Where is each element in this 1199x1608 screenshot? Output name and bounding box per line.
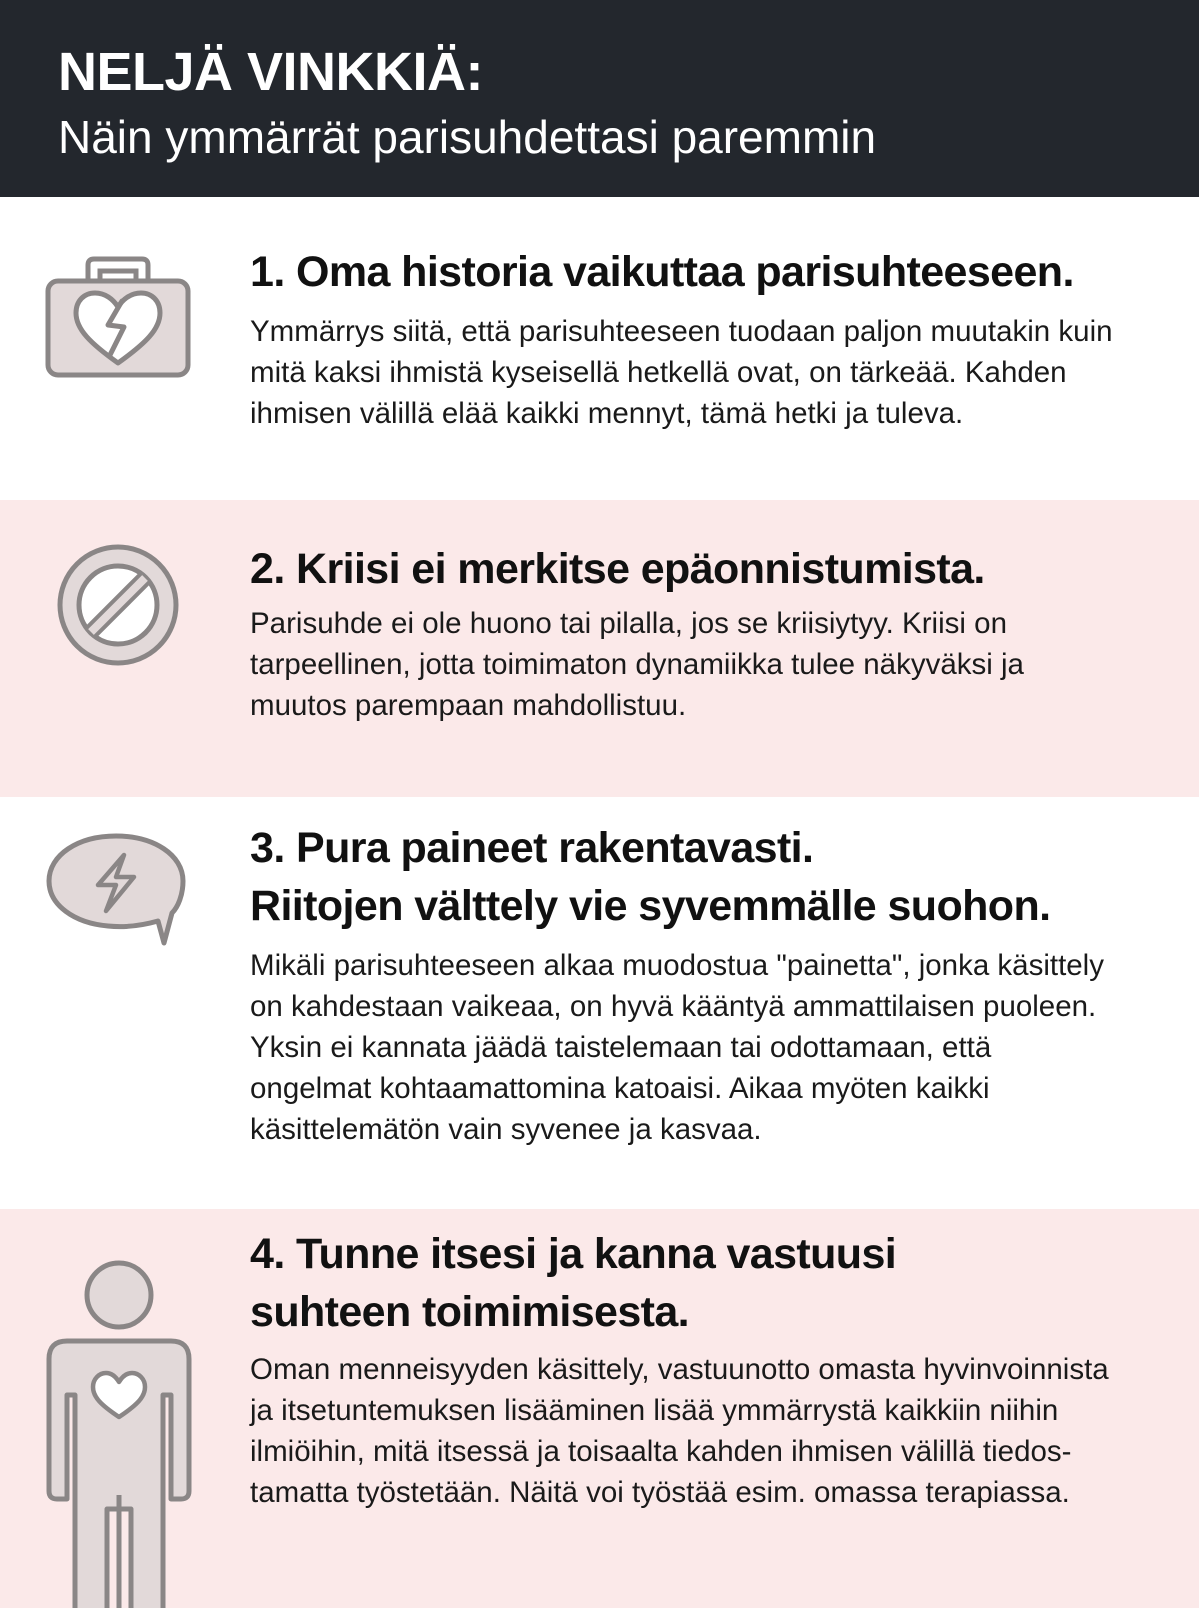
tip-4-body <box>250 1349 1170 1513</box>
tip-1-heading <box>250 243 1074 301</box>
tip-4-body-line: tamatta työstetään. Näitä voi työstää esim. omassa terapiassa. <box>250 1476 1070 1509</box>
tip-4-body-line: ja itsetuntemuksen lisääminen lisää ymmärrystä kaikkiin niihin <box>250 1394 1059 1427</box>
speech-bubble-lightning-icon <box>44 831 188 949</box>
tip-3-body <box>250 945 1170 1150</box>
prohibited-icon <box>55 542 181 668</box>
tip-4-heading-line: suhteen toimimisesta. <box>250 1288 690 1336</box>
tip-4-heading <box>250 1225 896 1341</box>
tip-3-body-line: Mikäli parisuhteeseen alkaa muodostua "painetta", jonka käsittely <box>250 949 1104 982</box>
tip-1-body-line: Ymmärrys siitä, että parisuhteeseen tuodaan paljon muutakin kuin <box>250 315 1113 348</box>
tip-4-heading-line: 4. Tunne itsesi ja kanna vastuusi <box>250 1230 897 1278</box>
tip-4-body-line: Oman menneisyyden käsittely, vastuunotto omasta hyvinvoinnista <box>250 1353 1109 1386</box>
tip-1-body <box>250 311 1170 434</box>
briefcase-broken-heart-icon <box>44 255 192 381</box>
tip-3-body-line: Yksin ei kannata jäädä taistelemaan tai odottamaan, että <box>250 1031 992 1064</box>
tip-2-heading <box>250 540 985 598</box>
tip-3-body-line: käsittelemätön vain syvenee ja kasvaa. <box>250 1113 762 1146</box>
tip-2-heading-line: 2. Kriisi ei merkitse epäonnistumista. <box>250 545 985 593</box>
tip-2-body-line: tarpeellinen, jotta toimimaton dynamiikka tulee näkyväksi ja <box>250 648 1024 681</box>
header-banner <box>0 0 1199 197</box>
person-heart-icon <box>45 1259 193 1608</box>
tip-3-body-line: on kahdestaan vaikeaa, on hyvä kääntyä ammattilaisen puoleen. <box>250 990 1097 1023</box>
page-title: NELJÄ VINKKIÄ: <box>58 42 484 102</box>
tip-3-heading-line: 3. Pura paineet rakentavasti. <box>250 824 814 872</box>
tip-4-body-line: ilmiöihin, mitä itsessä ja toisaalta kahden ihmisen välillä tiedos- <box>250 1435 1072 1468</box>
tip-3-heading <box>250 819 1050 935</box>
tip-3-heading-line: Riitojen välttely vie syvemmälle suohon. <box>250 882 1051 930</box>
tip-section-3 <box>0 797 1199 1209</box>
tip-2-body-line: Parisuhde ei ole huono tai pilalla, jos se kriisiytyy. Kriisi on <box>250 607 1007 640</box>
tip-section-1 <box>0 197 1199 500</box>
tip-2-body-line: muutos parempaan mahdollistuu. <box>250 689 687 722</box>
tip-1-body-line: ihmisen välillä elää kaikki mennyt, tämä hetki ja tuleva. <box>250 397 964 430</box>
tip-section-2 <box>0 500 1199 797</box>
tip-section-4 <box>0 1209 1199 1608</box>
page-subtitle: Näin ymmärrät parisuhdettasi paremmin <box>58 111 877 163</box>
tip-2-body <box>250 603 1170 726</box>
tip-1-body-line: mitä kaksi ihmistä kyseisellä hetkellä ovat, on tärkeää. Kahden <box>250 356 1067 389</box>
tip-1-heading-line: 1. Oma historia vaikuttaa parisuhteeseen. <box>250 248 1074 296</box>
tip-3-body-line: ongelmat kohtaamattomina katoaisi. Aikaa myöten kaikki <box>250 1072 990 1105</box>
